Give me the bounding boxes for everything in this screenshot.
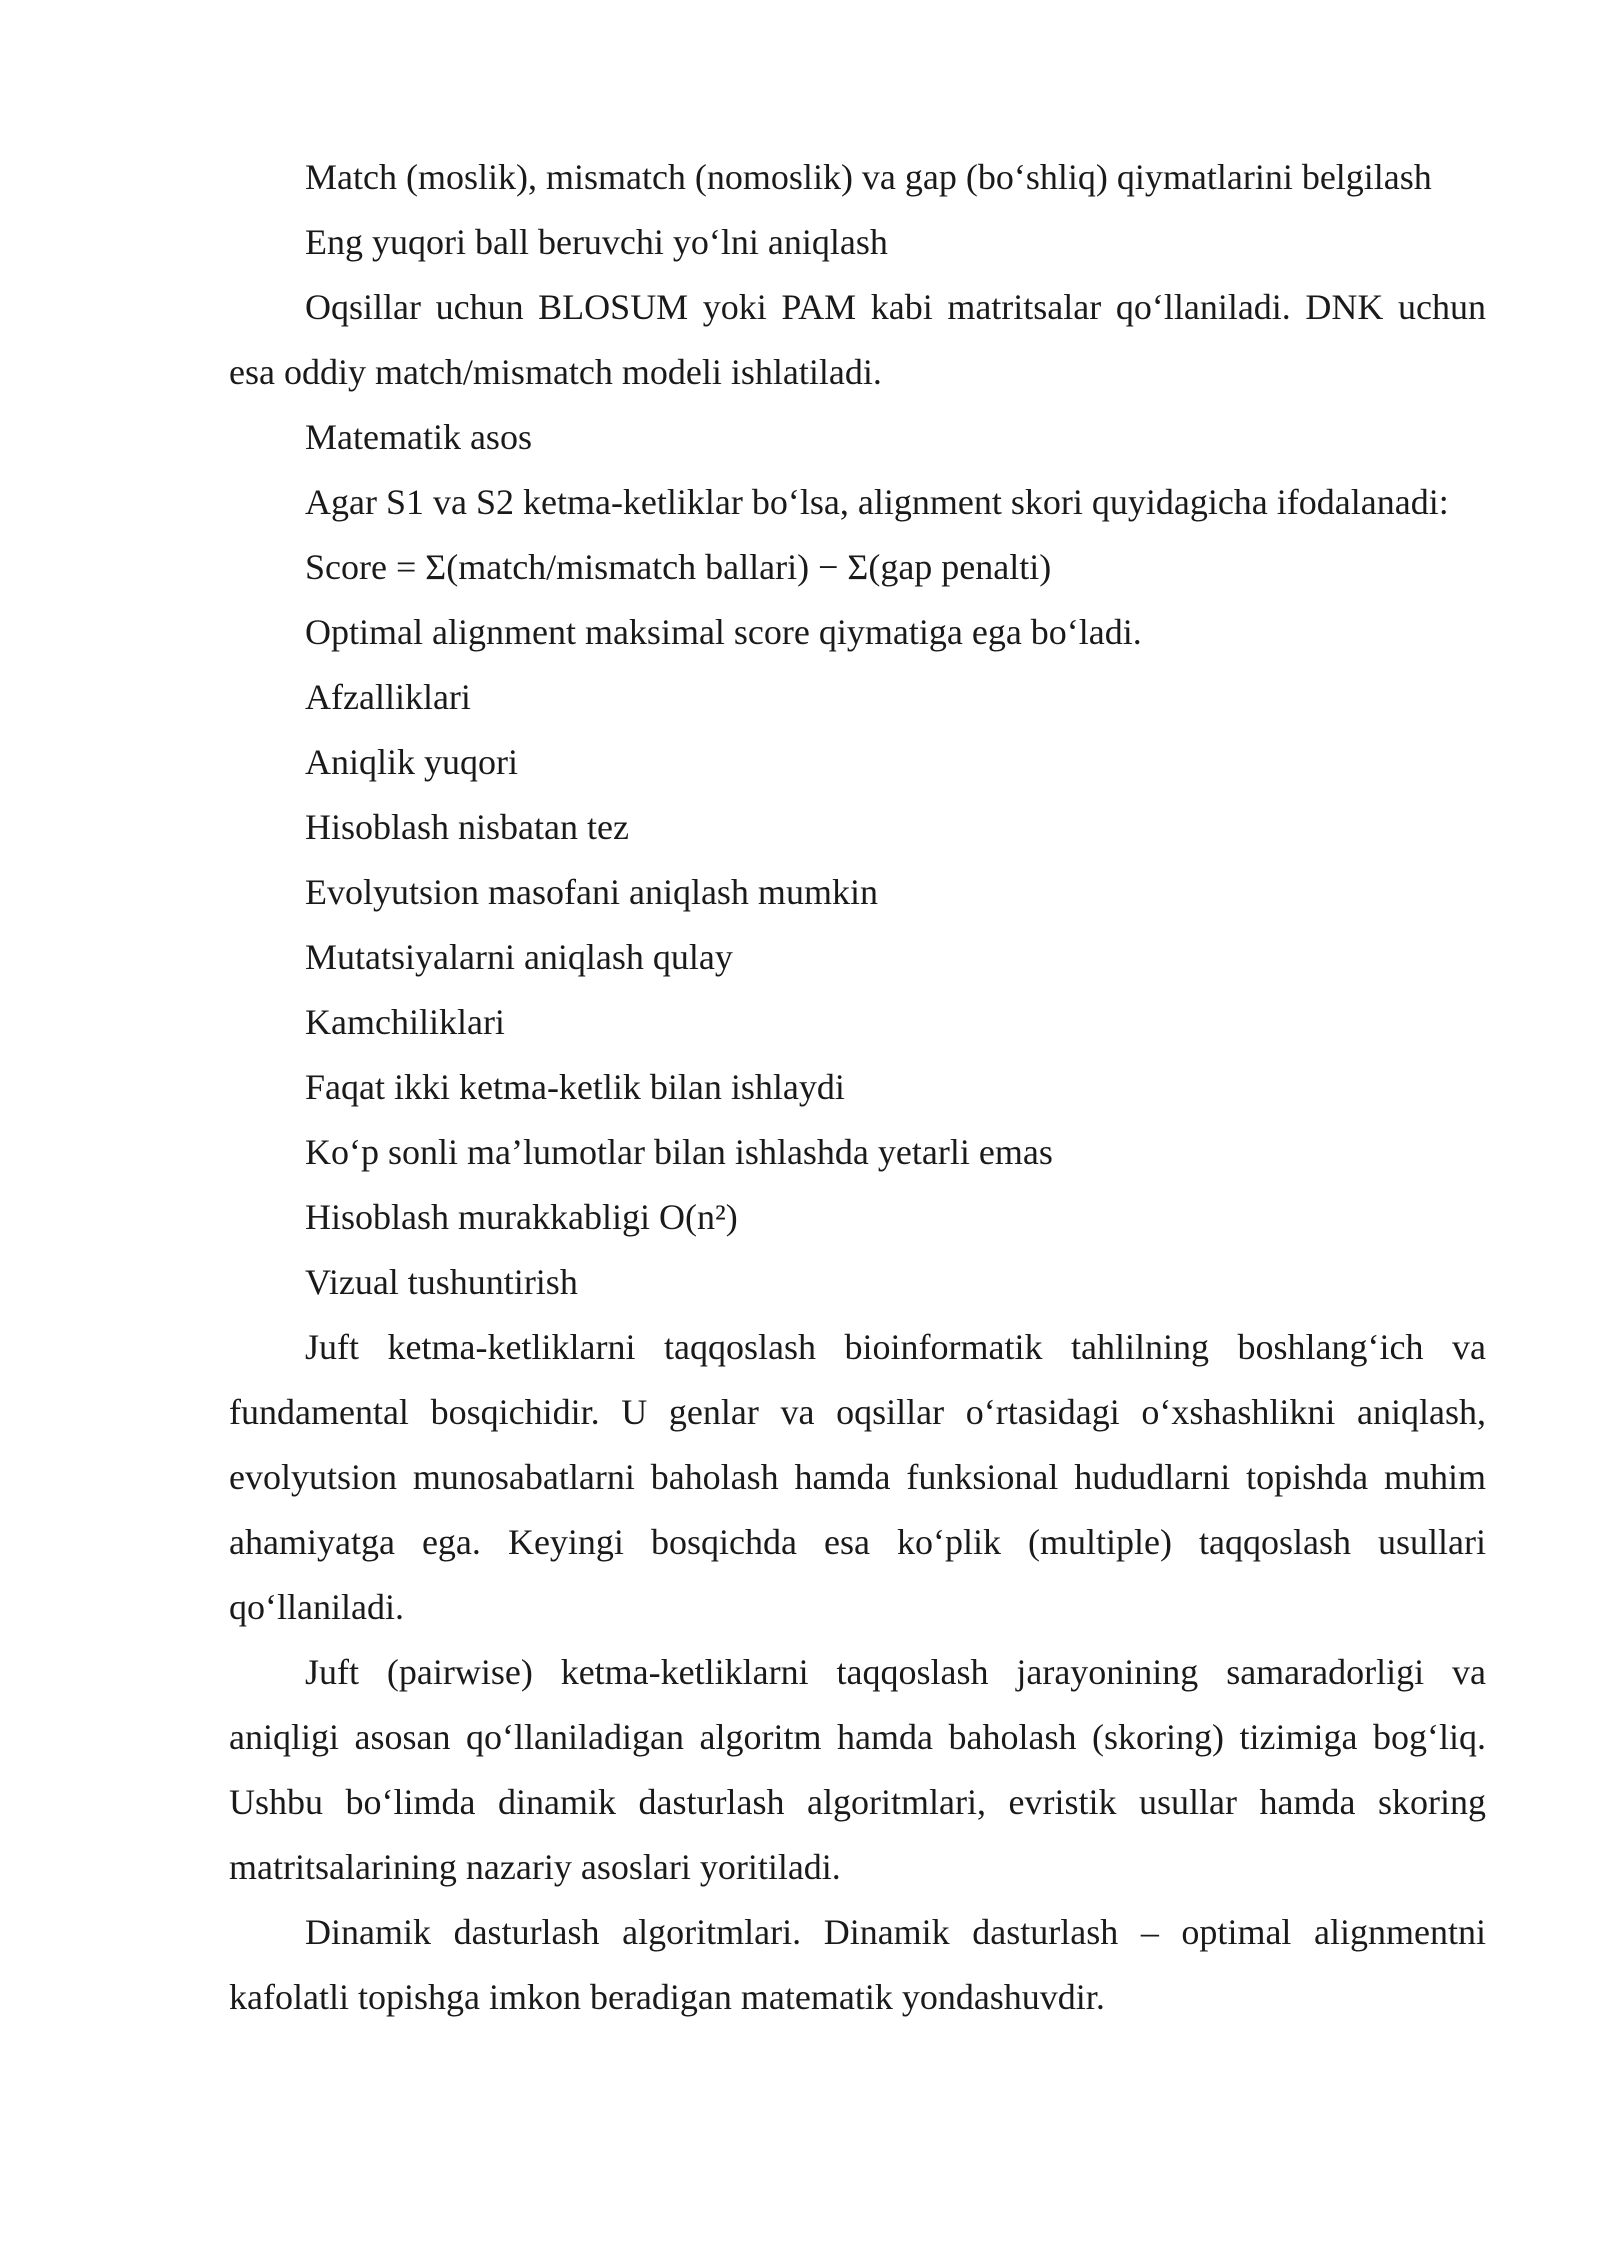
paragraph-alignment-score-intro: Agar S1 va S2 ketma-ketliklar bo‘lsa, alignment skori quyidagicha ifodalanadi:	[305, 482, 1449, 522]
paragraph-match-mismatch-gap: Match (moslik), mismatch (nomoslik) va gap (bo‘shliq) qiymatlarini belgilash	[305, 157, 1432, 197]
list-item-disadvantage: Ko‘p sonli ma’lumotlar bilan ishlashda yetarli emas	[305, 1132, 1053, 1172]
paragraph-dynamic-programming: Dinamik dasturlash algoritmlari. Dinamik dasturlash – optimal alignmentni kafolatli topishga imkon beradigan matematik yondashuvdir.	[229, 1912, 1486, 2017]
list-item-advantage: Aniqlik yuqori	[305, 742, 518, 782]
heading-vizual-tushuntirish: Vizual tushuntirish	[305, 1262, 578, 1302]
list-item-disadvantage: Hisoblash murakkabligi O(n²)	[305, 1197, 738, 1237]
list-item-advantage: Hisoblash nisbatan tez	[305, 807, 629, 847]
paragraph-blosum-pam: Oqsillar uchun BLOSUM yoki PAM kabi matritsalar qo‘llaniladi. DNK uchun esa oddiy match/mismatch modeli ishlatiladi.	[229, 287, 1486, 392]
paragraph-pairwise-efficiency: Juft (pairwise) ketma-ketliklarni taqqoslash jarayonining samaradorligi va aniqligi asosan qo‘llaniladigan algoritm hamda baholash (skoring) tizimiga bog‘liq. Ushbu bo‘limda dinamik dasturlash algoritmlari, evristik usullar hamda skoring matritsalarining nazariy asoslari yoritiladi.	[229, 1652, 1486, 1887]
list-item-disadvantage: Faqat ikki ketma-ketlik bilan ishlaydi	[305, 1067, 845, 1107]
heading-afzalliklari: Afzalliklari	[305, 677, 471, 717]
heading-matematik-asos: Matematik asos	[305, 417, 532, 457]
heading-kamchiliklari: Kamchiliklari	[305, 1002, 505, 1042]
paragraph-highest-score-path: Eng yuqori ball beruvchi yo‘lni aniqlash	[305, 222, 888, 262]
document-body	[229, 145, 1486, 2030]
list-item-advantage: Evolyutsion masofani aniqlash mumkin	[305, 872, 878, 912]
score-formula: Score = Σ(match/mismatch ballari) − Σ(gap penalti)	[305, 547, 1052, 587]
paragraph-optimal-alignment: Optimal alignment maksimal score qiymatiga ega bo‘ladi.	[305, 612, 1142, 652]
paragraph-pairwise-fundamental: Juft ketma-ketliklarni taqqoslash bioinformatik tahlilning boshlang‘ich va fundamental bosqichidir. U genlar va oqsillar o‘rtasidagi o‘xshashlikni aniqlash, evolyutsion munosabatlarni baholash hamda funksional hududlarni topishda muhim ahamiyatga ega. Keyingi bosqichda esa ko‘plik (multiple) taqqoslash usullari qo‘llaniladi.	[229, 1327, 1486, 1627]
list-item-advantage: Mutatsiyalarni aniqlash qulay	[305, 937, 733, 977]
